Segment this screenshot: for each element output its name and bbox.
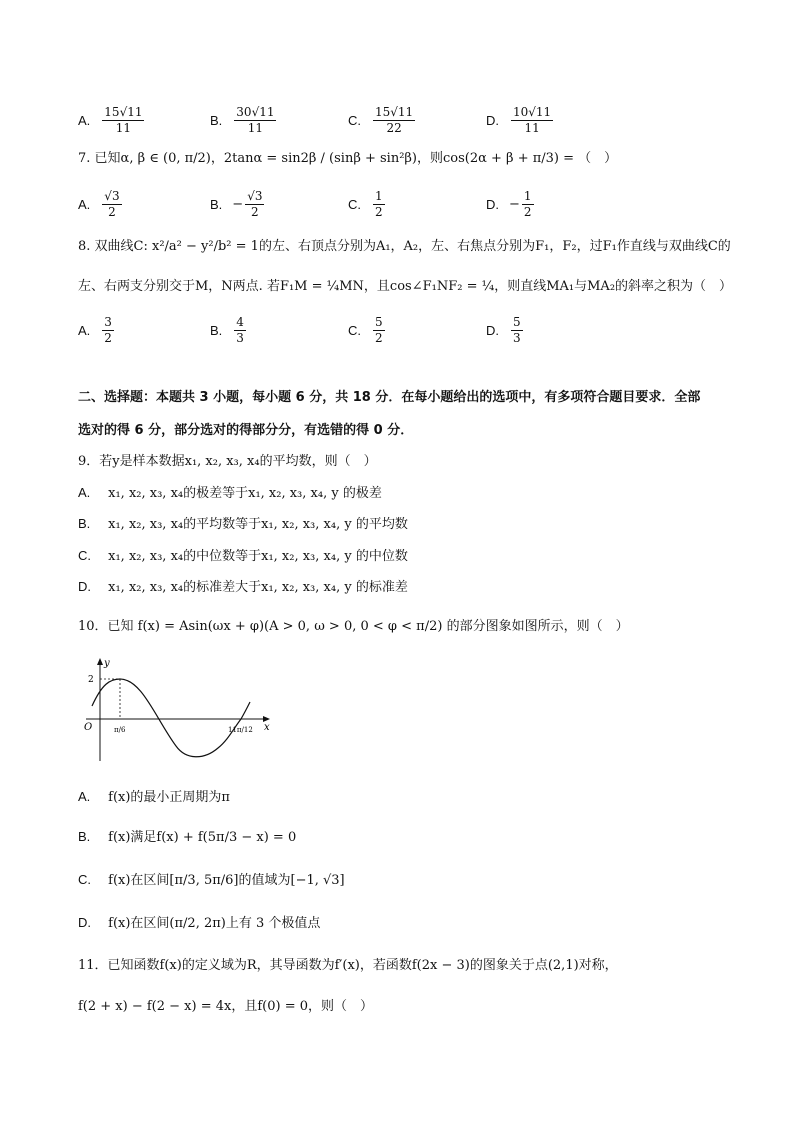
q8-option-c[interactable] — [348, 310, 387, 350]
option-letter: A. — [78, 789, 91, 804]
option-letter: D. — [486, 196, 499, 212]
option-fraction: $\frac{1}{2}$ — [375, 188, 383, 219]
question-text: 双曲线C: x²/a² − y²/b² = 1的左、右顶点分别为A₁，A₂，左、右焦点分别为F₁，F₂，过F₁作直线与双曲线C的 — [94, 239, 731, 254]
q7-option-a[interactable] — [78, 184, 124, 224]
q11-stem-line2: f(2 + x) − f(2 − x) = 4x，且f(0) = 0，则（ ） — [78, 999, 374, 1014]
option-fraction: $\frac{10√11}{11}$ — [513, 104, 552, 135]
q10-option-a[interactable] — [78, 786, 230, 809]
q6-options — [78, 100, 718, 140]
option-letter: C. — [348, 322, 361, 338]
option-fraction: $\frac{5}{3}$ — [513, 314, 521, 345]
option-letter: A. — [78, 112, 91, 128]
question-text: 已知α, β ∈ (0, π/2)，2tanα = sin2β / (sinβ + sin²β)，则cos(2α + β + π/3) = （ ） — [94, 151, 618, 166]
q6-option-a[interactable] — [78, 100, 146, 140]
q9-option-a[interactable] — [78, 482, 382, 505]
q9-option-c[interactable] — [78, 545, 408, 568]
option-text: x₁, x₂, x₃, x₄的中位数等于x₁, x₂, x₃, x₄, y 的中位数 — [108, 549, 408, 564]
option-letter: B. — [210, 322, 223, 338]
x-tick-label-1: π/6 — [114, 726, 126, 734]
option-fraction: $\frac{3}{2}$ — [104, 314, 112, 345]
section-2-title-line1: 二、选择题：本题共 3 小题，每小题 6 分，共 18 分．在每小题给出的选项中，有多项符合题目要求．全部 — [78, 390, 701, 405]
origin-label: O — [84, 722, 93, 733]
option-sign: − — [509, 196, 520, 212]
q9-option-d[interactable] — [78, 576, 408, 599]
sine-graph — [78, 656, 278, 766]
option-text: x₁, x₂, x₃, x₄的极差等于x₁, x₂, x₃, x₄, y 的极差 — [108, 486, 382, 501]
question-number: 7. — [78, 151, 91, 166]
option-letter: C. — [348, 196, 361, 212]
q7-option-b[interactable] — [210, 184, 266, 224]
option-fraction: $\frac{4}{3}$ — [236, 314, 244, 345]
option-letter: D. — [486, 112, 499, 128]
option-letter: B. — [78, 829, 91, 844]
option-fraction: $\frac{1}{2}$ — [523, 188, 532, 219]
q8-option-d[interactable] — [486, 310, 525, 350]
option-fraction: $\frac{√3}{2}$ — [247, 188, 263, 219]
q6-option-b[interactable] — [210, 100, 278, 140]
q10-option-b[interactable] — [78, 826, 296, 849]
section-2-title-line2: 选对的得 6 分，部分选对的得部分分，有选错的得 0 分． — [78, 423, 414, 438]
q7-option-d[interactable] — [486, 184, 536, 224]
option-letter: B. — [210, 196, 223, 212]
option-fraction: $\frac{√3}{2}$ — [104, 188, 120, 219]
y-axis-arrow — [97, 658, 103, 665]
option-text: x₁, x₂, x₃, x₄的平均数等于x₁, x₂, x₃, x₄, y 的平均数 — [108, 517, 408, 532]
q8-stem-line2: 左、右两支分别交于M，N两点. 若F₁M = ¼MN，且cos∠F₁NF₂ = ¼，则直线MA₁与MA₂的斜率之积为（ ） — [78, 279, 733, 294]
option-letter: C. — [78, 872, 91, 887]
q10-option-c[interactable] — [78, 869, 345, 892]
q10-stem: 10．已知 f(x) = Asin(ωx + φ)(A > 0, ω > 0, 0 < φ < π/2) 的部分图象如图所示，则（ ） — [78, 619, 629, 634]
q8-stem-line1 — [78, 236, 731, 258]
option-letter: D. — [486, 322, 499, 338]
q9-option-b[interactable] — [78, 513, 408, 536]
option-text: f(x)在区间(π/2, 2π)上有 3 个极值点 — [108, 916, 321, 931]
option-fraction: $\frac{15√11}{22}$ — [375, 104, 414, 135]
option-letter: D. — [78, 915, 91, 930]
option-sign: − — [232, 196, 244, 212]
option-letter: C. — [348, 112, 361, 128]
q10-option-d[interactable] — [78, 912, 320, 935]
sine-curve — [92, 679, 250, 757]
x-tick-label-2: 11π/12 — [228, 726, 253, 734]
q11-stem-line1: 11．已知函数f(x)的定义域为R，其导函数为f′(x)，若函数f(2x − 3)的图象关于点(2,1)对称， — [78, 958, 618, 973]
option-letter: A. — [78, 322, 91, 338]
q6-option-d[interactable] — [486, 100, 555, 140]
option-fraction: $\frac{5}{2}$ — [375, 314, 383, 345]
x-axis-label: x — [264, 722, 270, 733]
option-letter: A. — [78, 196, 91, 212]
y-axis-label: y — [104, 658, 110, 669]
q7-option-c[interactable] — [348, 184, 387, 224]
option-text: x₁, x₂, x₃, x₄的标准差大于x₁, x₂, x₃, x₄, y 的标准差 — [108, 580, 408, 595]
y-tick-label: 2 — [88, 675, 94, 685]
q7-stem — [78, 148, 617, 170]
option-letter: C. — [78, 548, 91, 563]
option-letter: A. — [78, 485, 91, 500]
q8-option-a[interactable] — [78, 310, 116, 350]
q6-option-c[interactable] — [348, 100, 417, 140]
question-number: 8. — [78, 239, 91, 254]
option-fraction: $\frac{15√11}{11}$ — [104, 104, 143, 135]
q8-option-b[interactable] — [210, 310, 248, 350]
option-letter: B. — [210, 112, 223, 128]
option-letter: B. — [78, 516, 91, 531]
option-fraction: $\frac{30√11}{11}$ — [236, 104, 275, 135]
option-text: f(x)的最小正周期为π — [108, 790, 230, 805]
option-text: f(x)在区间[π/3, 5π/6]的值域为[−1, √3] — [108, 873, 345, 888]
q9-stem: 9．若y是样本数据x₁, x₂, x₃, x₄的平均数，则（ ） — [78, 454, 377, 469]
option-letter: D. — [78, 579, 91, 594]
q7-options — [78, 184, 718, 224]
q8-options — [78, 310, 718, 350]
option-text: f(x)满足f(x) + f(5π/3 − x) = 0 — [108, 830, 297, 845]
